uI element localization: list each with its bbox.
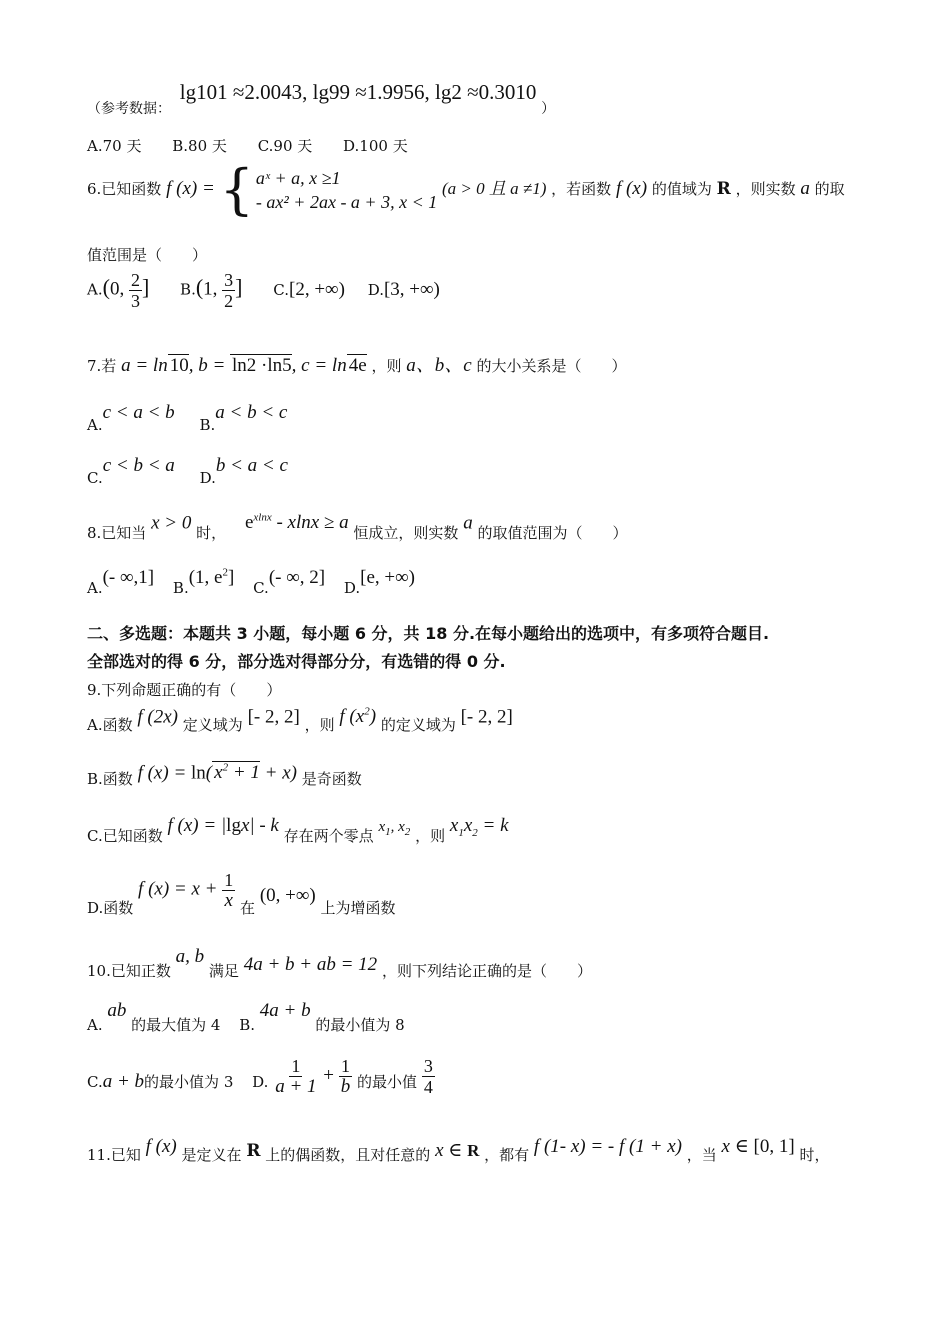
- q6-options: [87, 270, 466, 311]
- q6-case2: - ax² + 2ax - a + 3, x < 1: [255, 192, 438, 212]
- q7-expr: a = ln 10, b = ln2 ·ln5, c = ln 4e: [121, 355, 367, 376]
- q10-options-cd: [87, 1056, 435, 1097]
- q6-tail2: 的取: [814, 180, 845, 198]
- q6-brace: {: [219, 158, 254, 221]
- reference-values: lg101 ≈2.0043, lg99 ≈1.9956, lg2 ≈0.3010: [179, 80, 537, 104]
- q6-option-d: D.[3, +∞): [367, 278, 440, 300]
- q5-option-c: C.90 天: [257, 137, 313, 155]
- q6-case-lines: [256, 166, 437, 214]
- q6-fx2: f (x): [615, 178, 648, 199]
- q5-options: [87, 135, 434, 156]
- q8-stem: [87, 512, 628, 543]
- q9-option-a: A.函数 f (2x) 定义域为 [- 2, 2] ，则 f $(x^2)$ 的定义域为 [- 2, 2]: [87, 706, 513, 735]
- q9-option-d: D.函数 f (x) = x + $\frac{1}{x}$ 在 (0, +∞) 上为增函数: [87, 870, 396, 917]
- q10-options-ab: [87, 1000, 405, 1034]
- q8-tail: 的取值范围为（ ）: [477, 524, 628, 543]
- q6-range-text: 的值域为: [651, 180, 712, 198]
- reference-data-line: [87, 80, 556, 117]
- q6-piecewise: [219, 158, 438, 221]
- q7-option-c: C.c < b < a: [87, 455, 175, 487]
- q8-mid: 恒成立，则实数: [353, 524, 459, 543]
- q6-case1: aˣ + a, x ≥1: [255, 168, 341, 188]
- q8-option-b: B.(1, $e^2$]: [172, 567, 235, 598]
- reference-prefix: （参考数据：: [87, 101, 171, 117]
- q6-mid: ，若函数: [551, 180, 612, 198]
- section2-heading-line1: 二、多选题：本题共 3 小题，每小题 6 分，共 18 分.在每小题给出的选项中，有多项符合题目.: [87, 624, 770, 643]
- q7-option-d: D.b < a < c: [199, 455, 288, 487]
- q6-R: R: [716, 179, 731, 199]
- q10-option-a: A. ab 的最大值为 4: [87, 1000, 221, 1034]
- q7-option-b: B.a < b < c: [199, 402, 288, 434]
- q9-option-b: B.函数 f (x) = ln( $x^2 + 1 + x$) 是奇函数: [87, 762, 362, 789]
- q6-tail: ，则实数: [735, 180, 796, 198]
- q6-option-c: C.[2, +∞): [273, 278, 345, 300]
- q8-expr: $e^{xlnx} - xlnx \ge a$: [244, 512, 349, 534]
- q8-var: a: [463, 512, 473, 534]
- q8-when: 时，: [196, 524, 227, 543]
- q5-option-d: D.100 天: [343, 137, 408, 155]
- q8-option-c: C.(- ∞, 2]: [253, 567, 326, 598]
- q5-option-a: A.70 天: [87, 137, 142, 155]
- section2-heading-line2: 全部选对的得 6 分，部分选对得部分分，有选错的得 0 分.: [87, 652, 506, 671]
- q7-vars: a、b、c: [406, 355, 472, 376]
- q9-option-c: C.已知函数 f (x) = |lgx| - k 存在两个零点 $x_1$, $x_2$ ，则 $x_1x_2 = k$: [87, 815, 509, 845]
- q8-cond: x > 0: [151, 512, 192, 534]
- q6-var-a: a: [800, 178, 810, 199]
- q10-option-b: B. 4a + b 的最小值为 8: [239, 1000, 405, 1034]
- q6-stem: [87, 158, 845, 221]
- q7-mid: ，则: [371, 357, 402, 375]
- q10-option-c: C.a + b的最小值为 3: [87, 1070, 234, 1092]
- q7-lead: 7.若: [87, 357, 117, 375]
- q8-option-a: A.(- ∞,1]: [87, 567, 155, 598]
- q7-options-ab: [87, 402, 313, 434]
- q5-option-b: B.80 天: [172, 137, 227, 155]
- q8-options: [87, 567, 441, 598]
- q6-option-b: B.(1, $\frac{3}{2}$ ]: [180, 270, 243, 311]
- q6-condition: (a > 0 且 a ≠1): [442, 179, 547, 198]
- q7-tail: 的大小关系是（ ）: [476, 357, 627, 375]
- q8-lead: 8.已知当: [87, 524, 147, 543]
- q6-fx: f (x) =: [166, 178, 215, 199]
- q10-stem: 10.已知正数 a, b 满足 4a + b + ab = 12 ，则下列结论正确的是（ ）: [87, 946, 592, 980]
- q9-lead: 9.下列命题正确的有（ ）: [87, 681, 282, 699]
- reference-suffix: ）: [541, 101, 556, 117]
- q6-option-a: A.(0, $\frac{2}{3}$ ]: [87, 270, 150, 311]
- q6-line2: 值范围是（ ）: [87, 246, 208, 264]
- q7-options-cd: [87, 455, 314, 487]
- q11-stem: 11.已知 f (x) 是定义在 R 上的偶函数，且对任意的 x ∈ R ，都有 f (1- x) = - f (1 + x) ，当 x ∈ [0, 1] 时，: [87, 1136, 830, 1164]
- q6-lead: 6.已知函数: [87, 180, 162, 198]
- q8-option-d: D.[e, +∞): [343, 567, 415, 598]
- q7-stem: [87, 350, 626, 377]
- q7-option-a: A.c < a < b: [87, 402, 175, 434]
- q10-option-d: D. $\frac{1}{a + 1}$ + $\frac{1}{b}$ 的最小值 $\frac{3}{4}$: [252, 1056, 433, 1097]
